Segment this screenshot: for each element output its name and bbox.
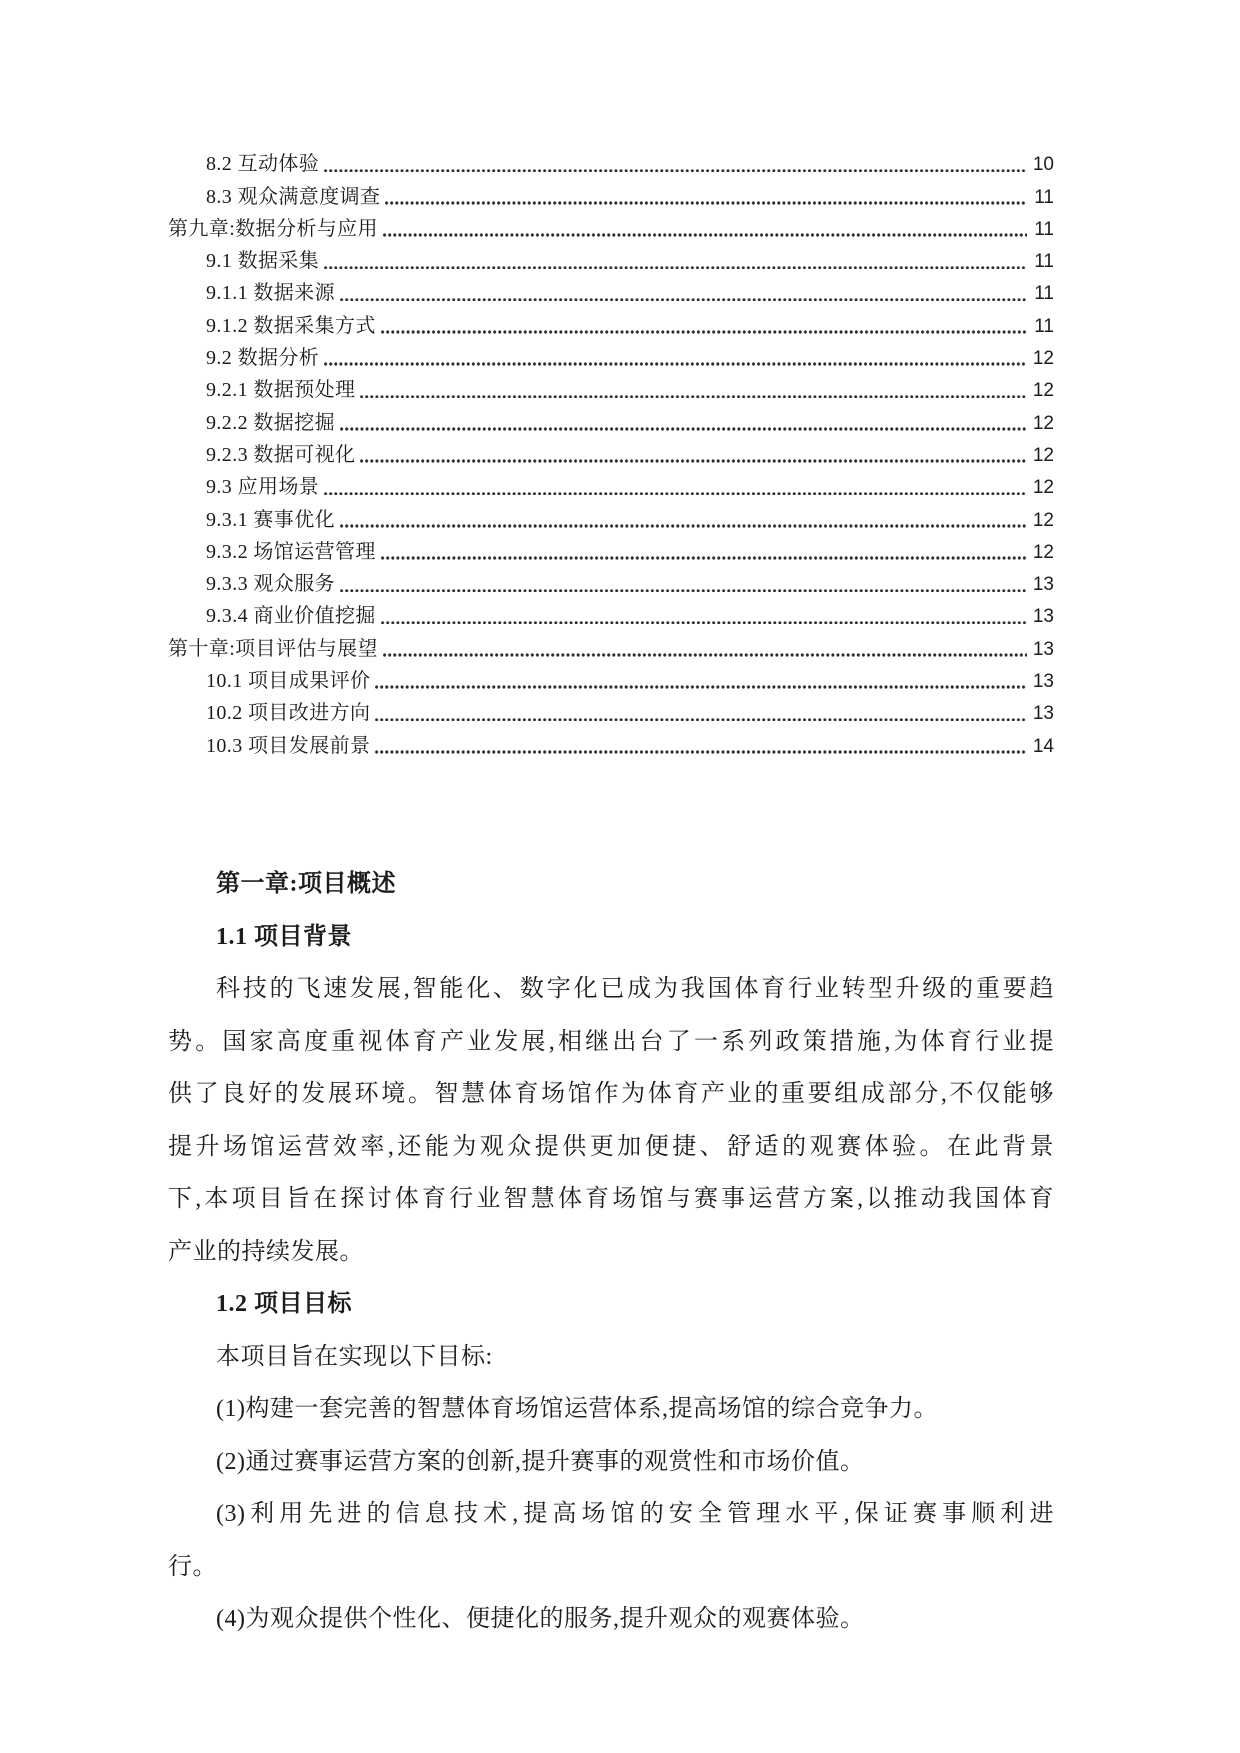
toc-entry[interactable]: [168, 307, 1054, 339]
toc-dot-leader: [375, 718, 1027, 722]
chapter-heading: 第一章:项目概述: [216, 871, 396, 897]
toc-page-number: 12: [1032, 477, 1054, 499]
toc-entry[interactable]: [168, 501, 1054, 533]
body-text-line: 行。: [168, 1553, 217, 1580]
toc-page-number: 11: [1034, 315, 1054, 337]
toc-entry[interactable]: [168, 566, 1054, 598]
toc-dot-leader: [324, 362, 1027, 366]
toc-entry-label: 9.2.2 数据挖掘: [206, 411, 335, 434]
toc-entry-label: 9.1 数据采集: [206, 250, 320, 273]
toc-dot-leader: [381, 621, 1027, 625]
toc-entry[interactable]: [168, 243, 1054, 275]
body-text-line: (4)为观众提供个性化、便捷化的服务,提升观众的观赛体验。: [216, 1606, 865, 1632]
toc-dot-leader: [383, 653, 1027, 657]
toc-page-number: 13: [1032, 671, 1054, 693]
toc-page-number: 11: [1034, 251, 1054, 273]
section-heading: 1.2 项目目标: [216, 1291, 352, 1317]
toc-entry[interactable]: [168, 372, 1054, 404]
toc-page-number: 11: [1034, 218, 1054, 240]
toc-dot-leader: [360, 395, 1027, 399]
toc-entry[interactable]: [168, 534, 1054, 566]
toc-entry-label: 9.2.3 数据可视化: [206, 443, 356, 466]
toc-dot-leader: [324, 169, 1027, 173]
toc-entry-label: 第十章:项目评估与展望: [168, 637, 378, 660]
toc-page-number: 10: [1032, 154, 1054, 176]
toc-page-number: 14: [1032, 735, 1054, 757]
toc-entry[interactable]: [168, 598, 1054, 630]
body-text-line: 势。国家高度重视体育产业发展,相继出台了一系列政策措施,为体育行业提: [168, 1028, 1054, 1055]
toc-entry-label: 9.2.1 数据预处理: [206, 379, 356, 402]
toc-entry-label: 9.3.4 商业价值挖掘: [206, 605, 376, 628]
toc-dot-leader: [340, 524, 1027, 528]
toc-dot-leader: [375, 750, 1027, 754]
body-text-line: (1)构建一套完善的智慧体育场馆运营体系,提高场馆的综合竞争力。: [216, 1396, 938, 1422]
toc-entry-label: 8.2 互动体验: [206, 153, 320, 176]
toc-entry-label: 8.3 观众满意度调查: [206, 185, 381, 208]
toc-entry-label: 9.3.2 场馆运营管理: [206, 540, 376, 563]
body-text-line: (3)利用先进的信息技术,提高场馆的安全管理水平,保证赛事顺利进: [216, 1501, 1054, 1527]
toc-page-number: 11: [1034, 186, 1054, 208]
toc-entry[interactable]: [168, 275, 1054, 307]
toc-entry-label: 10.1 项目成果评价: [206, 670, 371, 693]
toc-page-number: 13: [1032, 703, 1054, 725]
toc-entry[interactable]: [168, 146, 1054, 178]
toc-entry[interactable]: [168, 630, 1054, 662]
section-heading: 1.1 项目背景: [216, 923, 352, 950]
toc-page-number: 12: [1032, 541, 1054, 563]
toc-dot-leader: [340, 427, 1027, 431]
toc-page-number: 13: [1032, 606, 1054, 628]
toc-page-number: 12: [1032, 380, 1054, 402]
document-body: [168, 858, 1054, 1646]
toc-entry-label: 9.3.1 赛事优化: [206, 508, 335, 531]
toc-dot-leader: [324, 266, 1027, 270]
body-text-line: 科技的飞速发展,智能化、数字化已成为我国体育行业转型升级的重要趋: [216, 976, 1054, 1002]
toc-entry-label: 9.3.3 观众服务: [206, 573, 335, 596]
toc-page-number: 12: [1032, 509, 1054, 531]
toc-dot-leader: [375, 685, 1027, 689]
toc-entry-label: 第九章:数据分析与应用: [168, 217, 378, 240]
toc-page-number: 12: [1032, 444, 1054, 466]
toc-page-number: 11: [1034, 283, 1054, 305]
body-text-line: 供了良好的发展环境。智慧体育场馆作为体育产业的重要组成部分,不仅能够: [168, 1081, 1054, 1107]
toc-dot-leader: [381, 330, 1027, 334]
toc-entry[interactable]: [168, 340, 1054, 372]
toc-entry[interactable]: [168, 404, 1054, 436]
toc-page-number: 13: [1032, 638, 1054, 660]
toc-dot-leader: [340, 589, 1027, 593]
toc-entry[interactable]: [168, 469, 1054, 501]
toc-entry-label: 9.1.2 数据采集方式: [206, 314, 376, 337]
body-text-line: 提升场馆运营效率,还能为观众提供更加便捷、舒适的观赛体验。在此背景: [168, 1133, 1054, 1160]
toc-entry[interactable]: [168, 178, 1054, 210]
toc-entry[interactable]: [168, 437, 1054, 469]
toc-dot-leader: [360, 459, 1027, 463]
body-text-line: 本项目旨在实现以下目标:: [216, 1343, 493, 1370]
toc-page-number: 12: [1032, 412, 1054, 434]
toc-entry[interactable]: [168, 211, 1054, 243]
toc-entry-label: 9.2 数据分析: [206, 347, 320, 370]
toc-entry-label: 9.1.1 数据来源: [206, 282, 335, 305]
toc-dot-leader: [383, 233, 1027, 237]
toc-entry-label: 10.2 项目改进方向: [206, 702, 371, 725]
toc-dot-leader: [324, 492, 1027, 496]
body-text-line: (2)通过赛事运营方案的创新,提升赛事的观赏性和市场价值。: [216, 1448, 865, 1475]
body-text-line: 产业的持续发展。: [168, 1238, 364, 1265]
toc-page-number: 12: [1032, 348, 1054, 370]
toc-entry-label: 9.3 应用场景: [206, 476, 320, 499]
toc-dot-leader: [340, 298, 1027, 302]
toc-entry[interactable]: [168, 695, 1054, 727]
toc-page-number: 13: [1032, 574, 1054, 596]
toc-entry[interactable]: [168, 663, 1054, 695]
toc-dot-leader: [381, 556, 1027, 560]
body-text-line: 下,本项目旨在探讨体育行业智慧体育场馆与赛事运营方案,以推动我国体育: [168, 1186, 1054, 1212]
toc-dot-leader: [385, 201, 1027, 205]
table-of-contents: [168, 146, 1054, 760]
toc-entry-label: 10.3 项目发展前景: [206, 734, 371, 757]
toc-entry[interactable]: [168, 727, 1054, 759]
